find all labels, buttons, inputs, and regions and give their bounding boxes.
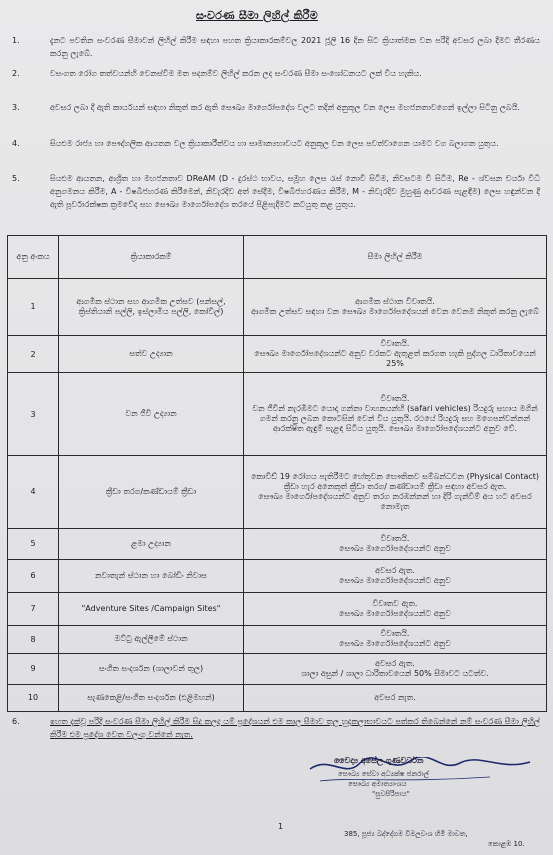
paragraph-3 bbox=[12, 101, 540, 127]
table-row bbox=[8, 684, 547, 711]
row-relaxation: විවෘතයි. වන ජීවීන් නැරඹීමට යොදා ගන්නා වාහනයන්හි (safari vehicles) රියදුරු සහාය මගින් ගමන් කරනු ලබන කොටසින් වෙන් විය යුතුයි. රථයේ රියදුරු සහ මගෙපන්වන්නන් ආරක්ෂිත ඇඳුම් පැළඳ සිටිය යුතුයි. සෞඛ්‍ය මාර්ගෝපදේශයන්ට අනුව වේ. bbox=[244, 373, 547, 456]
table-row bbox=[8, 625, 547, 653]
table-row bbox=[8, 592, 547, 625]
building-name: "සුවසිරිපාය" bbox=[372, 790, 410, 798]
row-number: 5 bbox=[8, 528, 59, 559]
row-relaxation: අවසර ඇත. ශාලා අසුන් / ශාලා ධාරිතාවයෙන් 50% සීමාවට යටත්ව. bbox=[244, 653, 547, 684]
row-number: 1 bbox=[8, 279, 59, 336]
row-activity: ළමා උද්‍යාන bbox=[59, 528, 244, 559]
table-row bbox=[8, 528, 547, 559]
table-row bbox=[8, 335, 547, 372]
row-number: 7 bbox=[8, 592, 59, 625]
signature-scribble bbox=[290, 757, 545, 837]
page-number: 1 bbox=[278, 822, 284, 831]
row-relaxation: අවසර ඇත. සෞඛ්‍ය මාර්ගෝපදේශයන්ට අනුව bbox=[244, 559, 547, 592]
document-title: සංවරණ සීමා ලිහිල් කිරීම bbox=[196, 9, 318, 22]
column-header-activity: ක්‍රියාකාරකම් bbox=[59, 236, 244, 279]
paragraph-text: දැනට පවතින සංවරණ සීමාවන් ලිහිල් කිරීම සඳහා පහත ක්‍රියාකාරකම්වල 2021 ජූලි 16 දින සිට ක්‍රියාත්මක වන පරිදි අවසර ලබා දීමට තීරණය කරනු ලැබේ. bbox=[50, 36, 540, 58]
row-activity: ක්‍රීඩා තරග/කණ්ඩායම් ක්‍රීඩා bbox=[59, 456, 244, 529]
signature-block bbox=[290, 756, 545, 848]
paragraph-text: වසංගත රෝග තත්වයන්හි වෙනස්වීම මත පදනම්ව ලිහිල් කරන ලද සංවරණ සීමා සංශෝධනයට ලක් විය හැකිය. bbox=[50, 69, 422, 78]
paragraph-4 bbox=[12, 137, 540, 163]
paragraph-number: 4. bbox=[12, 139, 20, 148]
row-activity: නවාතැන් ස්ථාන හා බෝඩිං නිවාස bbox=[59, 559, 244, 592]
table-row bbox=[8, 559, 547, 592]
row-number: 3 bbox=[8, 373, 59, 456]
paragraph-number: 6. bbox=[12, 717, 20, 726]
paragraph-number: 2. bbox=[12, 69, 20, 78]
paragraph-number: 5. bbox=[12, 174, 20, 183]
paragraph-number: 3. bbox=[12, 103, 20, 112]
table-header-row bbox=[8, 236, 547, 279]
ministry-name: සෞඛ්‍ය අමාත්‍යාංශය bbox=[348, 780, 407, 788]
row-activity: ආගමික ස්ථාන සහ ආගමික උත්සව (පන්සල්, ක්‍රිස්තියානි පල්ලි, ඉස්ලාමීය පල්ලි, කෝවිල්) bbox=[59, 279, 244, 336]
column-header-relaxation: සීමා ලිහිල් කිරීම bbox=[244, 236, 547, 279]
row-relaxation: විවෘතයි. සෞඛ්‍ය මාර්ගෝපදේශයන්ට අනුව bbox=[244, 625, 547, 653]
address-line: 385, පූජ්‍ය බද්දේගම විමලවංශ හිමි මාවත, bbox=[344, 830, 468, 838]
row-activity: සත්ව උද්‍යාන bbox=[59, 335, 244, 372]
row-number: 8 bbox=[8, 625, 59, 653]
row-relaxation: විවෘතව ඇත. සෞඛ්‍ය මාර්ගෝපදේශයන්ට අනුව bbox=[244, 592, 547, 625]
row-relaxation: අවසර නැත. bbox=[244, 684, 547, 711]
signatory-name: වෛද්‍ය අසේල ගුණවර්ධන bbox=[334, 756, 424, 765]
row-relaxation: ආගමික ස්ථාන විවෘතයි. ආගමික උත්සව සඳහා වන සෞඛ්‍ය මාර්ගෝපදේශයන් වෙන වෙනම නිකුත් කරනු ලැබේ bbox=[244, 279, 547, 336]
row-number: 2 bbox=[8, 335, 59, 372]
paragraph-5 bbox=[12, 172, 540, 224]
row-relaxation: විවෘතයි. සෞඛ්‍ය මාර්ගෝපදේශයන්ට අනුව වරකට ඇතුළත් කරගත හැකි පුද්ගල ධාරිතාවයෙන් 25% bbox=[244, 335, 547, 372]
row-activity: සැණකෙළි/සංගීත සංදර්ශන (එළිමහන්) bbox=[59, 684, 244, 711]
paragraph-text: ඉහත දැක්වූ පරිදි සංවරණ සීමා ලිහිල් කිරීම සිදු කලද යම් ප්‍රදේශයන් එම කාල සීමාව තුල හුදකලාභාවයට පත්කර තිබෙන්නේ නම් සංවරණ සීමා ලිහිල් කිරීම එම ප්‍රදේශ වෙත වලංගු වන්නේ නැත. bbox=[50, 717, 540, 739]
row-activity: "Adventure Sites /Campaign Sites" bbox=[59, 592, 244, 625]
paragraph-text: සියළුම රාජ්‍ය හා පෞද්ගලික ආයතන වල ක්‍රියාකාරීත්වය හා සාමාන්‍යභාවයට අනුකූල වන ලෙස පවත්වාගෙන යාමට වග බලාගත යුතුය. bbox=[50, 139, 499, 148]
paragraph-number: 1. bbox=[12, 36, 20, 45]
relaxation-table bbox=[7, 235, 547, 712]
table-row bbox=[8, 456, 547, 529]
paragraph-1 bbox=[12, 34, 540, 60]
row-number: 6 bbox=[8, 559, 59, 592]
signatory-title: සෞඛ්‍ය සේවා අධ්‍යක්ෂ ජනරාල් bbox=[338, 770, 430, 778]
table-row bbox=[8, 653, 547, 684]
row-number: 10 bbox=[8, 684, 59, 711]
row-activity: වන ජීවී උද්‍යාන bbox=[59, 373, 244, 456]
row-activity: ඔට්ටු ඇල්ලීමේ ස්ථාන bbox=[59, 625, 244, 653]
row-number: 9 bbox=[8, 653, 59, 684]
paragraph-2 bbox=[12, 67, 540, 93]
city-line: කොළඹ 10. bbox=[488, 840, 525, 848]
row-relaxation: කොවිඩ් 19 රෝගය පැතිරීමට හේතුවන භෞතිකව සම්බන්ධවන (Physical Contact) ක්‍රීඩා හැර අනෙකුත් ක්‍රීඩා තරග/ කණ්ඩායම් ක්‍රීඩා සඳහා අවසර ඇත. සෞඛ්‍ය මාර්ගෝපදේශයන්ට අනුව තරග නරඹන්නන් හා දිරි ගැන්වීම් අය හට අවසර නොමැත bbox=[244, 456, 547, 529]
table-row bbox=[8, 279, 547, 336]
paragraph-text: සියළුම ආයතන, ආශ්‍රිත හා මහජනතාව DReAM (D - දුරස්ථ භාවය, සමූහ ලෙස රැස් නොවී සිටීම, නිවසටම වී සිටීම, Re - ශ්වසන චර්යා විධි අනුගමනය කිරීම, A - විෂබීජහරණ කිරීමෙන්, නිවැරදිව අත් සේදීම, විෂබීජහරණය කිරීම, M - නිවැරදිව මුහුණු ආවරණ පැළඳීම) ලෙස හඳුන්වන දී ඇති පූර්වාරක්ෂක ක්‍රමවේද සහ සෞඛ්‍ය මාර්ගෝපදේශ තරයේ පිළිපැදීමට කටයුතු කළ යුතුය. bbox=[50, 174, 540, 209]
row-relaxation: විවෘතයි. සෞඛ්‍ය මාර්ගෝපදේශයන්ට අනුව bbox=[244, 528, 547, 559]
row-activity: සංගීත සංදර්ශන (ශාලාවන් තුල) bbox=[59, 653, 244, 684]
table-row bbox=[8, 373, 547, 456]
paragraph-text: අවසර ලබා දී ඇති කාර්යයන් සඳහා නිකුත් කර ඇති සෞඛ්‍ය මාර්ගෝපදේශ වලට තදින් අනුකූල වන ලෙස මහජනතාවගෙන් ඉල්ලා සිටිනු ලබයි. bbox=[50, 103, 520, 112]
column-header-number: අනු අංකය bbox=[8, 236, 59, 279]
row-number: 4 bbox=[8, 456, 59, 529]
